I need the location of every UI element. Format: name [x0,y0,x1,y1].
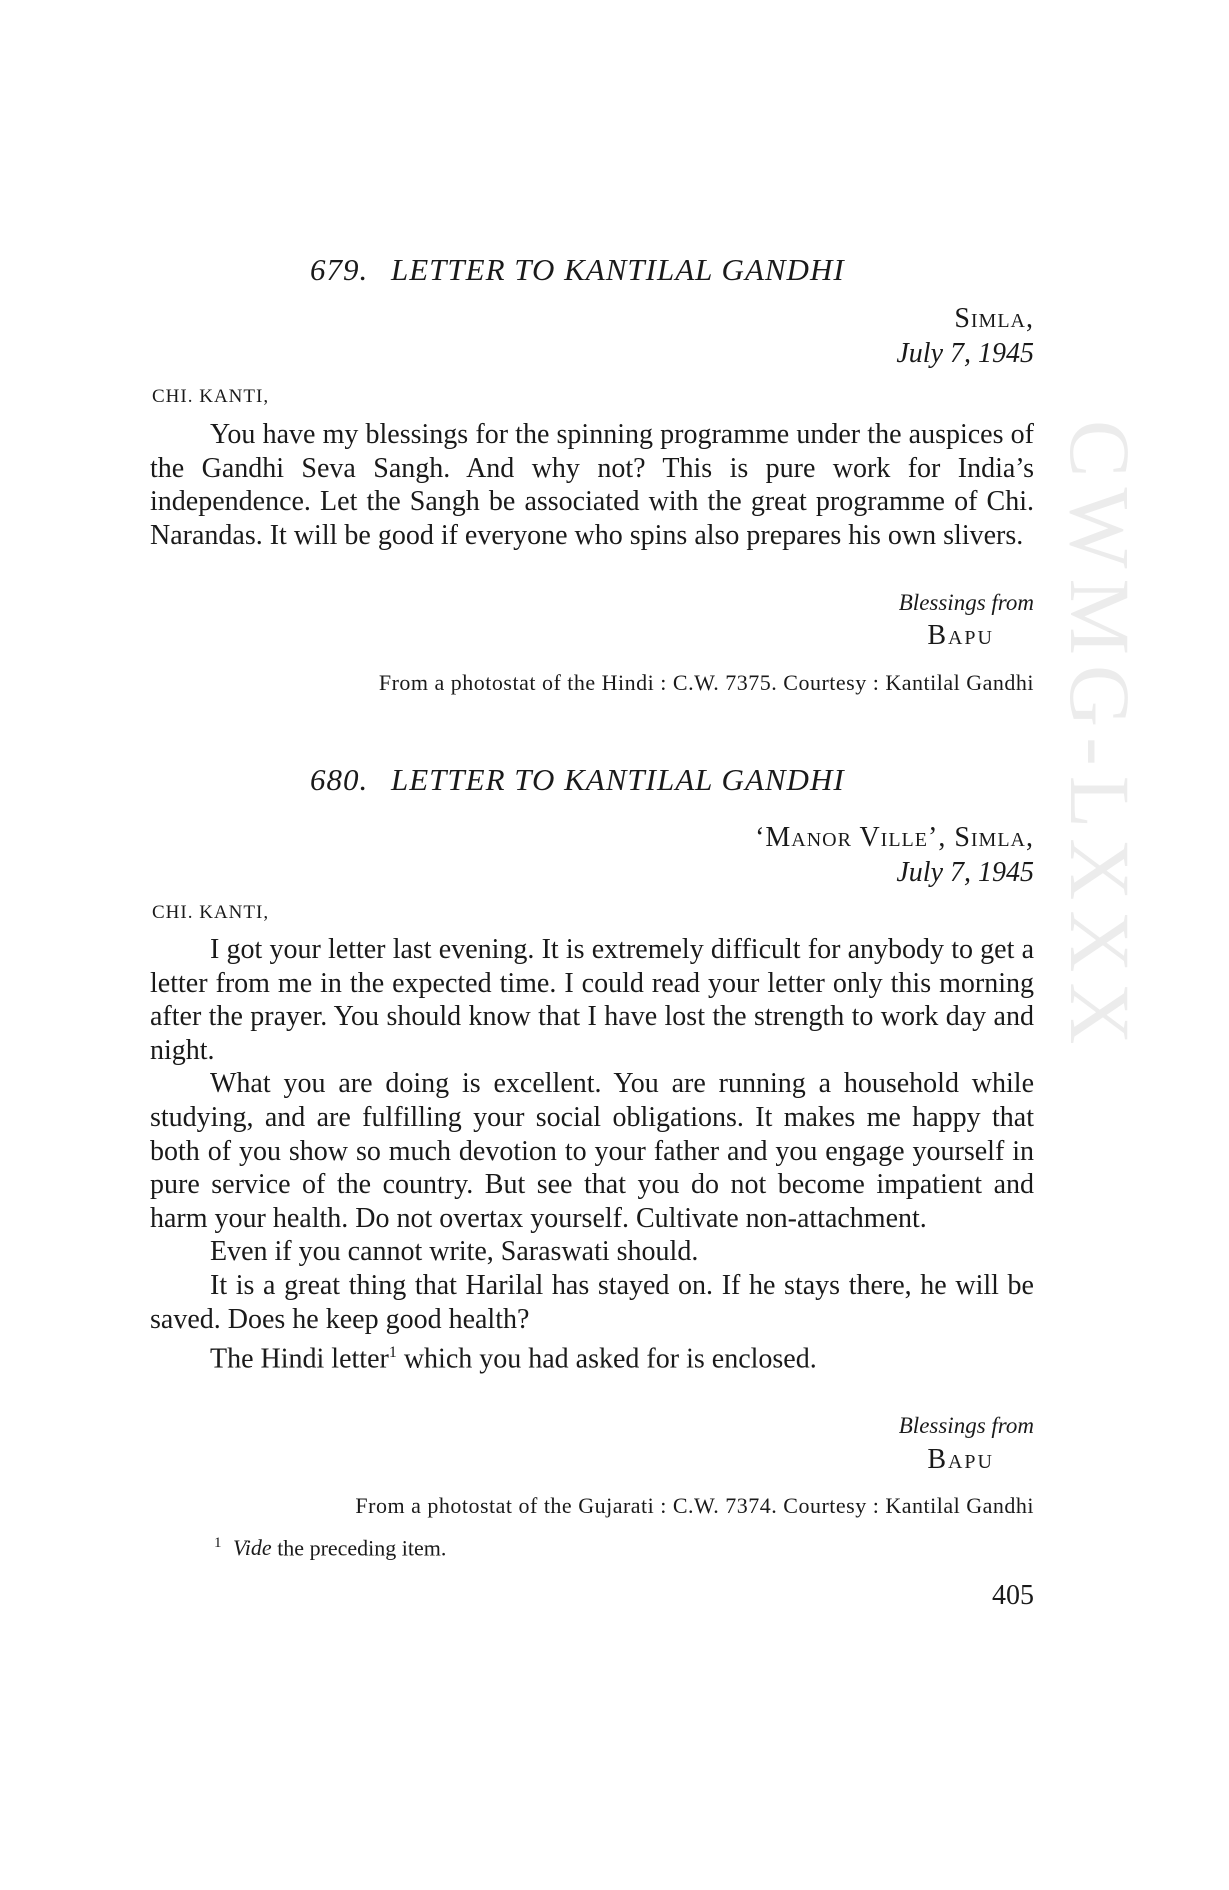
salutation: CHI. KANTI, [152,902,270,923]
footnote-reference: 1 [388,1344,397,1362]
footnote-marker: 1 [214,1535,222,1551]
item-title: LETTER TO KANTILAL GANDHI [391,762,845,797]
paragraph: It is a great thing that Harilal has stayed on. If he stays there, he will be saved. Does he keep good health? [150,1269,1034,1335]
footnote-text: the preceding item. [271,1535,447,1561]
source-note: From a photostat of the Hindi : C.W. 7375. Courtesy : Kantilal Gandhi [378,670,1034,695]
letter-place: ‘Manor Ville’, Simla, [755,822,1034,853]
page-number: 405 [992,1580,1034,1611]
paragraph: The Hindi letter$^1$ which you had asked for is enclosed. [210,1343,817,1375]
paragraph: What you are doing is excellent. You are running a household while studying, and are fulfilling your social obligations. It makes me happy that both of you show so much devotion to your father and you engage yourself in pure service of the country. But see that you do not become impatient and harm your health. Do not overtax yourself. Cultivate non-attachment. [150,1068,1034,1234]
letter-place: Simla, [954,303,1034,334]
letter-body [150,933,1034,1376]
letter-date: July 7, 1945 [896,338,1034,369]
paragraph: I got your letter last evening. It is extremely difficult for anybody to get a letter from me in the expected time. I could read your letter only this morning after the prayer. You should know that I have lost the strength to work day and night. [150,934,1034,1066]
paragraph: You have my blessings for the spinning programme under the auspices of the Gandhi Seva Sangh. And why not? This is pure work for India’s independence. Let the Sangh be associated with the great programme of Chi. Narandas. It will be good if everyone who spins also prepares his own slivers. [150,419,1034,551]
watermark: CWMG-LXXX [1052,420,1148,1055]
item-number: 679. [310,252,369,287]
letter-date: July 7, 1945 [896,857,1034,888]
closing-blessings: Blessings from [898,590,1034,615]
closing-blessings: Blessings from [898,1413,1034,1438]
paragraph: Even if you cannot write, Saraswati should. [210,1236,699,1268]
item-title: LETTER TO KANTILAL GANDHI [391,252,845,287]
salutation: CHI. KANTI, [152,386,270,407]
item-number: 680. [310,762,369,797]
signature: Bapu [927,1444,994,1475]
signature: Bapu [927,620,994,651]
item-heading-679 [310,252,845,288]
source-note: From a photostat of the Gujarati : C.W. 7374. Courtesy : Kantilal Gandhi [355,1493,1034,1518]
item-heading-680 [310,762,845,798]
footnote-italic: Vide [233,1535,272,1561]
footnote [214,1535,446,1561]
letter-body [150,418,1034,552]
